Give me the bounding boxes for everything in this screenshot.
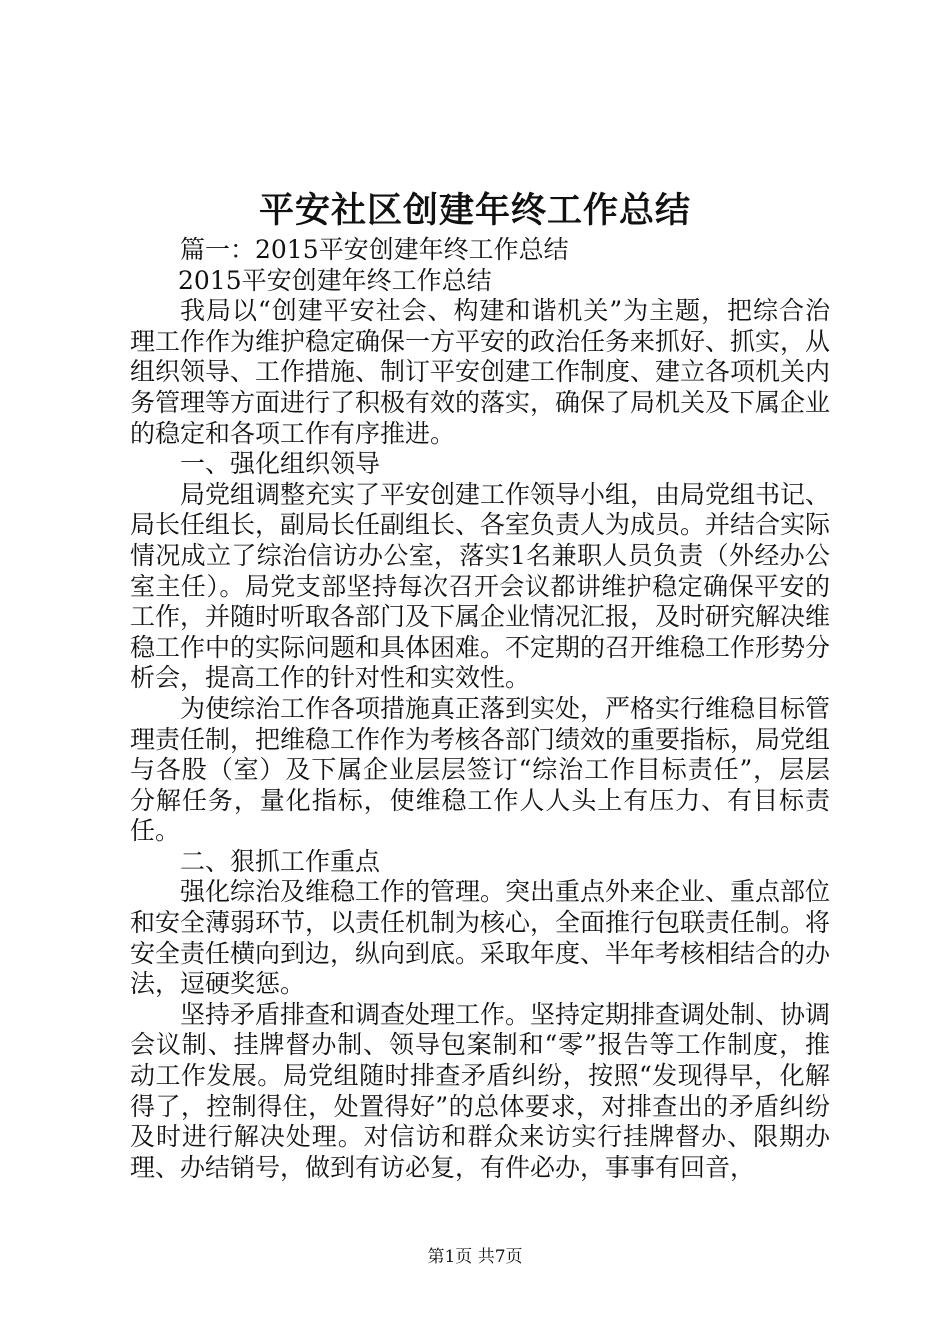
paragraph-section-1a: 局党组调整充实了平安创建工作领导小组，由局党组书记、局长任组长，副局长任副组长、各室负责人为成员。并结合实际情况成立了综治信访办公室，落实1名兼职人员负责（外经办公室主任）。局党支部坚持每次召开会议都讲维护稳定确保平安的工作，并随时听取各部门及下属企业情况汇报，及时研究解决维稳工作中的实际问题和具体困难。不定期的召开维稳工作形势分析会，提高工作的针对性和实效性。: [130, 479, 831, 693]
paragraph-intro: 我局以“创建平安社会、构建和谐机关”为主题，把综合治理工作作为维护稳定确保一方平安的政治任务来抓好、抓实，从组织领导、工作措施、制订平安创建工作制度、建立各项机关内务管理等方面进行了积极有效的落实，确保了局机关及下属企业的稳定和各项工作有序推进。: [130, 296, 831, 448]
section-heading-1: 一、强化组织领导: [180, 449, 381, 479]
paragraph-section-2b: 坚持矛盾排查和调查处理工作。坚持定期排查调处制、协调会议制、挂牌督办制、领导包案制和“零”报告等工作制度，推动工作发展。局党组随时排查矛盾纠纷，按照“发现得早，化解得了，控制得住，处置得好”的总体要求，对排查出的矛盾纠纷及时进行解决处理。对信访和群众来访实行挂牌督办、限期办理、办结销号，做到有访必复，有件必办，事事有回音，: [130, 999, 831, 1182]
paragraph-heading: 2015平安创建年终工作总结: [178, 265, 492, 295]
paragraph-subtitle: 篇一：2015平安创建年终工作总结: [180, 235, 569, 264]
paragraph-section-1b: 为使综治工作各项措施真正落到实处，严格实行维稳目标管理责任制，把维稳工作作为考核各部门绩效的重要指标，局党组与各股（室）及下属企业层层签订“综治工作目标责任”，层层分解任务，量化指标，使维稳工作人人头上有压力、有目标责任。: [130, 693, 831, 846]
document-title: 平安社区创建年终工作总结: [258, 190, 691, 231]
paragraph-section-2a: 强化综治及维稳工作的管理。突出重点外来企业、重点部位和安全薄弱环节，以责任机制为核心，全面推行包联责任制。将安全责任横向到边，纵向到底。采取年度、半年考核相结合的办法，逗硬奖惩。: [130, 877, 831, 999]
document-body: [130, 235, 830, 1183]
page-footer: 第1页 共7页: [427, 1247, 523, 1267]
section-heading-2: 二、狠抓工作重点: [180, 846, 381, 876]
